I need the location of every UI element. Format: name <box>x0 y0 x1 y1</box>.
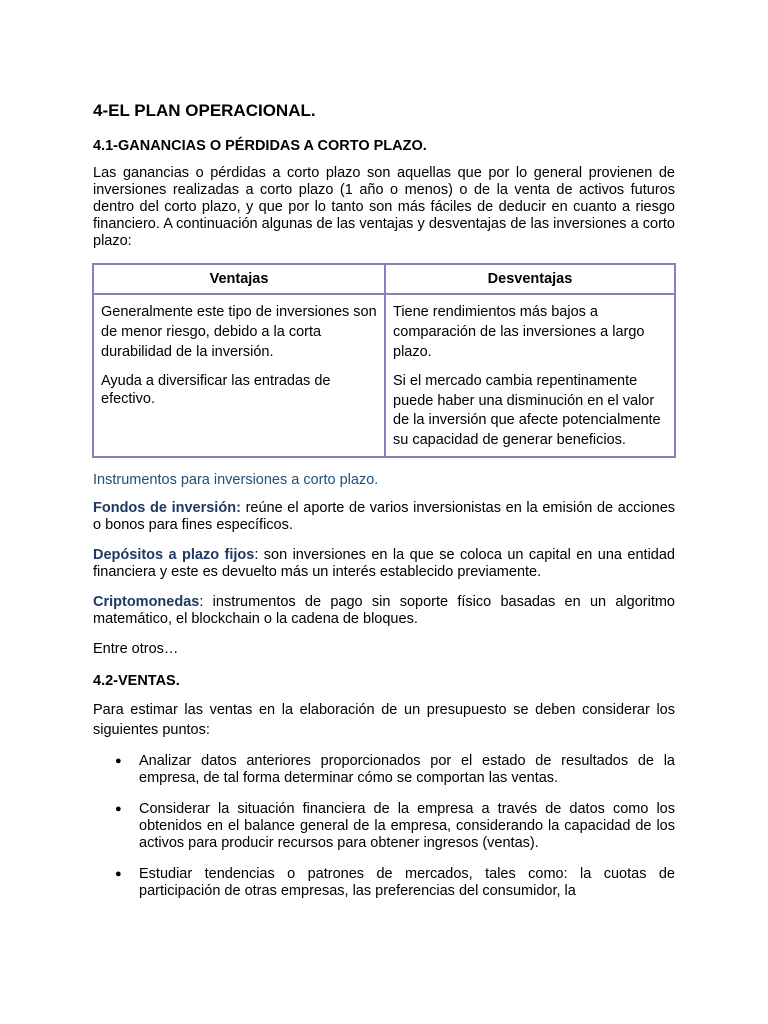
list-item-text: Estudiar tendencias o patrones de mercados, tales como: la cuotas de participación de otras empresas, las preferencias del consumidor, la <box>139 866 675 899</box>
table-header-desventajas: Desventajas <box>385 264 675 294</box>
instrument-paragraph <box>93 594 675 628</box>
desventajas-cell <box>385 294 675 457</box>
instruments-heading: Instrumentos para inversiones a corto plazo. <box>93 472 379 488</box>
instrument-term: Criptomonedas <box>93 594 200 610</box>
ventaja-item: Generalmente este tipo de inversiones son de menor riesgo, debido a la corta durabilidad de la inversión. <box>101 304 377 360</box>
bullet-icon: ● <box>115 868 122 880</box>
list-item <box>93 753 675 787</box>
desventaja-item: Si el mercado cambia repentinamente puede haber una disminución en el valor de la inversión que afecte potencialmente su capacidad de generar beneficios. <box>393 373 661 448</box>
bullet-icon: ● <box>115 755 122 767</box>
others-text: Entre otros… <box>93 641 179 657</box>
ventajas-cell <box>93 294 385 457</box>
instrument-term: Depósitos a plazo fijos <box>93 547 255 563</box>
ventas-intro-paragraph: Para estimar las ventas en la elaboración de un presupuesto se deben considerar los siguientes puntos: <box>93 702 675 738</box>
section-heading-ventas: 4.2-VENTAS. <box>93 673 180 689</box>
instrument-description: reúne el aporte de varios inversionistas en la emisión de acciones o bonos para fines específicos. <box>93 500 676 533</box>
instrument-separator: : <box>254 547 259 563</box>
instrument-paragraph <box>93 547 675 581</box>
ventaja-item: Ayuda a diversificar las entradas de efectivo. <box>101 373 331 407</box>
section-intro-paragraph: Las ganancias o pérdidas a corto plazo son aquellas que por lo general provienen de inversiones realizadas a corto plazo (1 año o menos) o de la venta de activos futuros dentro del corto plazo, y que por lo tanto son más fáciles de deducir en cuanto a riesgo financiero. A continuación algunas de las ventajas y desventajas de las inversiones a corto plazo: <box>93 165 675 249</box>
instrument-paragraph <box>93 500 675 534</box>
bullet-icon: ● <box>115 803 122 815</box>
table-header-ventajas: Ventajas <box>93 264 385 294</box>
section-heading-ganancias: 4.1-GANANCIAS O PÉRDIDAS A CORTO PLAZO. <box>93 138 427 154</box>
ventas-bullet-list <box>93 753 675 900</box>
instrument-description: instrumentos de pago sin soporte físico basadas en un algoritmo matemático, el blockchain o la cadena de bloques. <box>93 594 675 627</box>
instrument-separator: : <box>236 500 241 516</box>
desventaja-item: Tiene rendimientos más bajos a comparación de las inversiones a largo plazo. <box>393 304 645 360</box>
list-item <box>93 866 675 900</box>
list-item-text: Analizar datos anteriores proporcionados por el estado de resultados de la empresa, de tal forma determinar cómo se comportan las ventas. <box>139 753 675 786</box>
list-item <box>93 801 675 852</box>
instrument-separator: : <box>199 594 204 610</box>
document-title: 4-EL PLAN OPERACIONAL. <box>93 101 316 120</box>
ventajas-desventajas-table <box>92 263 676 458</box>
instrument-description: son inversiones en la que se coloca un capital en una entidad financiera y este es devuelto más un interés establecido previamente. <box>93 547 675 580</box>
list-item-text: Considerar la situación financiera de la empresa a través de datos como los obtenidos en el balance general de la empresa, considerando la capacidad de los activos para producir recursos para obtener ingresos (ventas). <box>139 801 675 851</box>
document-page <box>93 100 675 914</box>
instrument-term: Fondos de inversión <box>93 500 237 516</box>
